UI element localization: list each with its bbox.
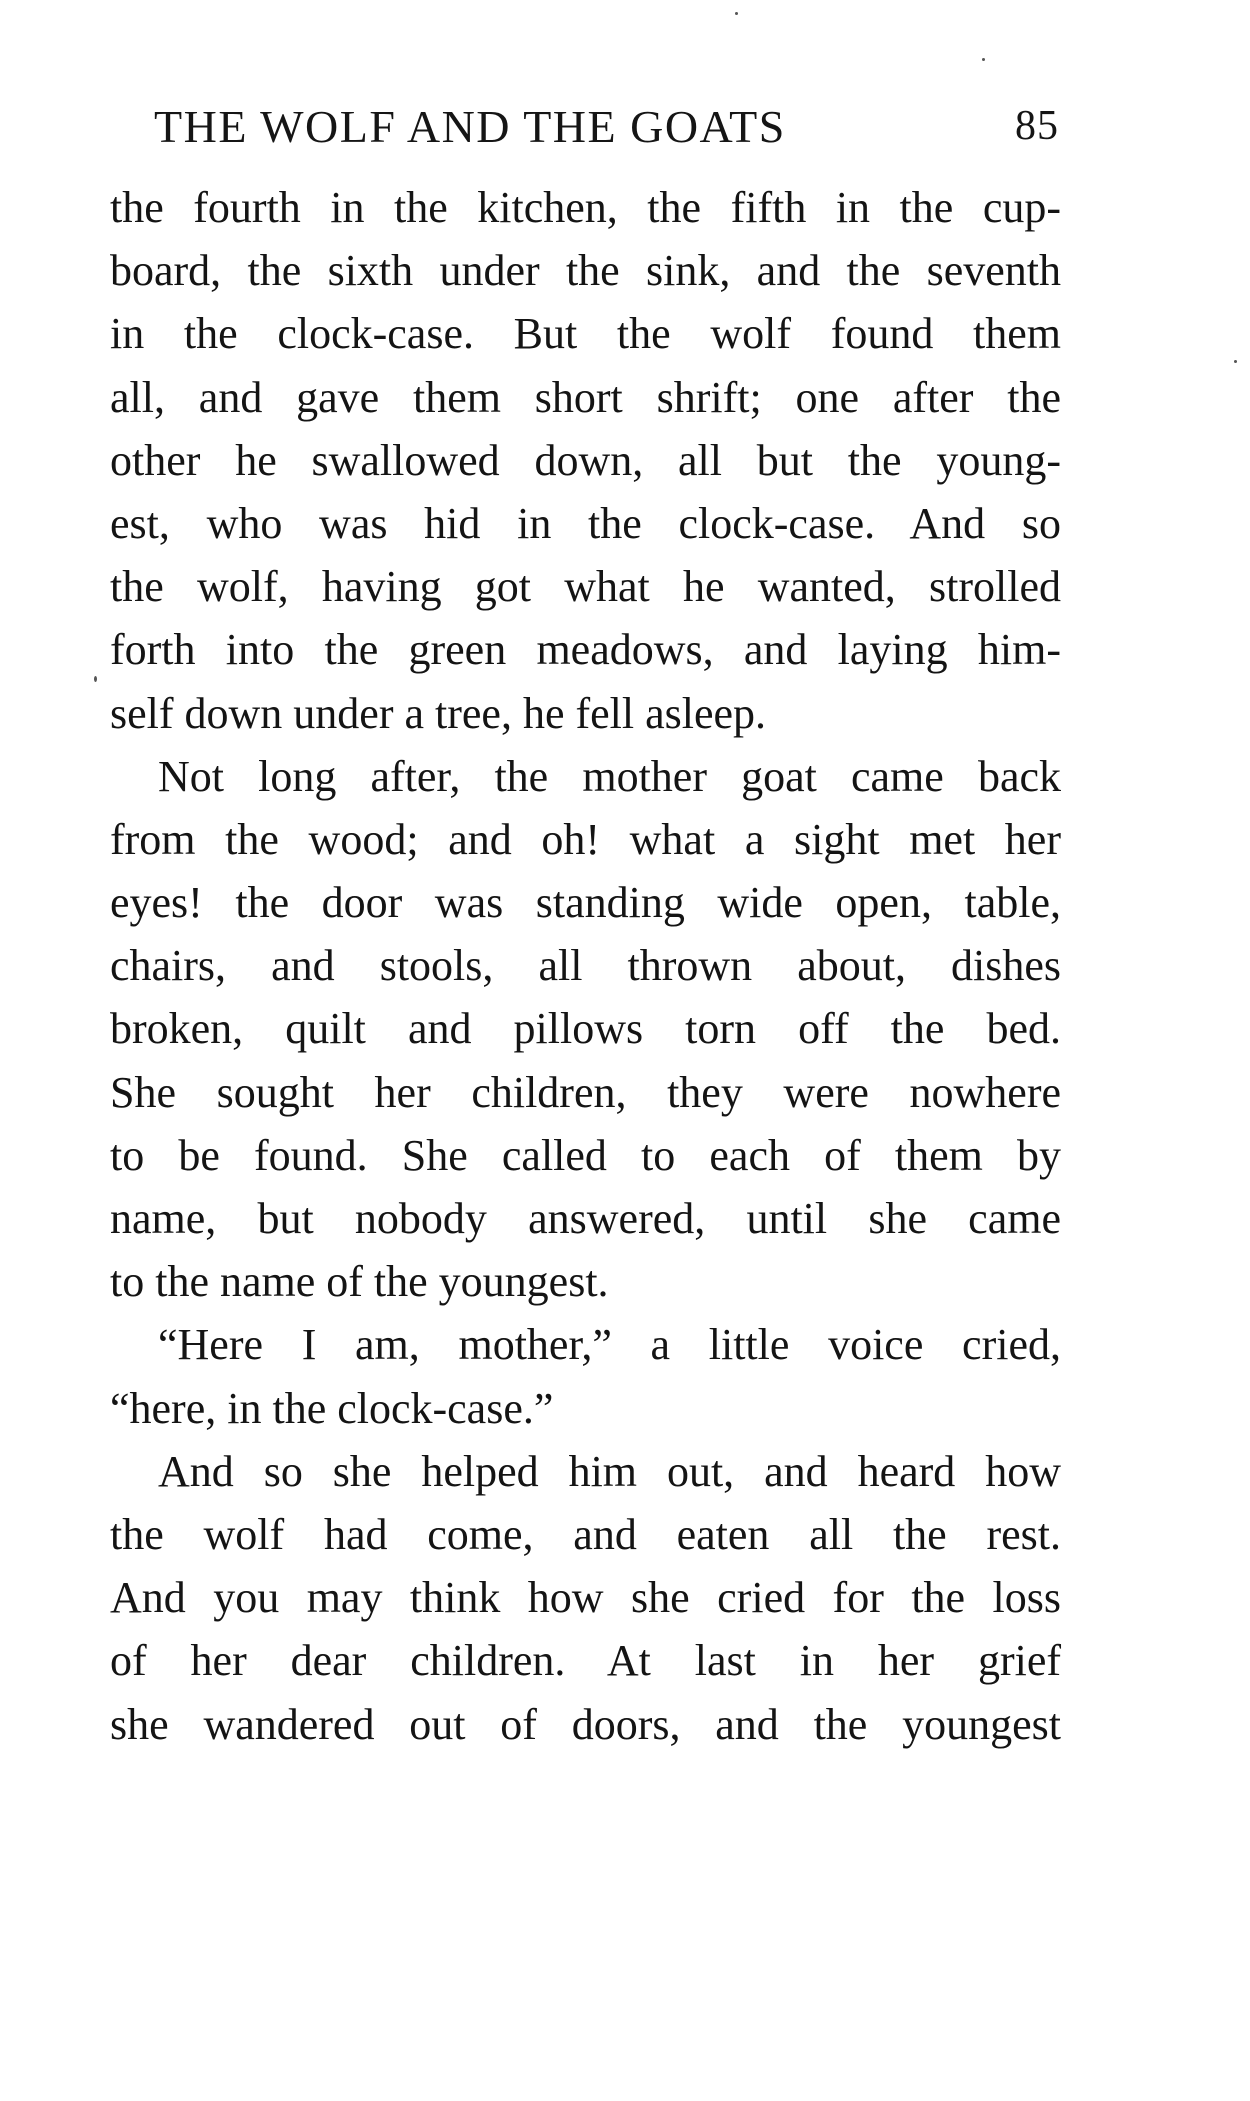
paragraph-4 [110, 1440, 1061, 1756]
text-line: forth into the green meadows, and laying him- [110, 625, 1061, 675]
text-line: “here, in the clock-case.” [110, 1383, 554, 1433]
text-line: to the name of the youngest. [110, 1257, 609, 1307]
text-line: she wandered out of doors, and the youngest [110, 1699, 1061, 1749]
text-line: She sought her children, they were nowhere [110, 1067, 1061, 1117]
text-line: eyes! the door was standing wide open, table, [110, 878, 1061, 928]
text-line: of her dear children. At last in her grief [110, 1636, 1061, 1686]
text-line: to be found. She called to each of them by [110, 1130, 1061, 1180]
text-line: “Here I am, mother,” a little voice cried, [158, 1320, 1061, 1370]
text-line: Not long after, the mother goat came back [158, 751, 1061, 801]
scan-speck [94, 676, 97, 682]
text-line: in the clock-case. But the wolf found them [110, 309, 1061, 359]
text-line: broken, quilt and pillows torn off the bed. [110, 1004, 1061, 1054]
text-line: the fourth in the kitchen, the fifth in the cup- [110, 183, 1061, 232]
text-line: other he swallowed down, all but the young- [110, 435, 1061, 485]
scan-speck [982, 58, 985, 61]
running-head [154, 100, 1059, 160]
text-line: chairs, and stools, all thrown about, dishes [110, 941, 1061, 991]
running-title: THE WOLF AND THE GOATS [154, 101, 786, 152]
text-line: from the wood; and oh! what a sight met her [110, 814, 1061, 864]
text-line: self down under a tree, he fell asleep. [110, 688, 767, 738]
paragraph-1 [110, 176, 1061, 745]
text-line: board, the sixth under the sink, and the seventh [110, 246, 1061, 296]
page-number: 85 [1015, 103, 1059, 149]
text-line: the wolf had come, and eaten all the rest. [110, 1509, 1061, 1559]
text-line: the wolf, having got what he wanted, strolled [110, 562, 1061, 612]
text-line: And you may think how she cried for the loss [110, 1573, 1061, 1623]
text-line: name, but nobody answered, until she came [110, 1194, 1061, 1243]
text-line: all, and gave them short shrift; one after the [110, 372, 1061, 422]
body-text [110, 176, 1061, 1756]
paragraph-2 [110, 745, 1061, 1314]
scan-speck [735, 12, 738, 15]
text-line: And so she helped him out, and heard how [158, 1446, 1061, 1496]
scan-speck [1234, 360, 1237, 363]
text-line: est, who was hid in the clock-case. And so [110, 498, 1061, 548]
paragraph-3 [110, 1313, 1061, 1439]
